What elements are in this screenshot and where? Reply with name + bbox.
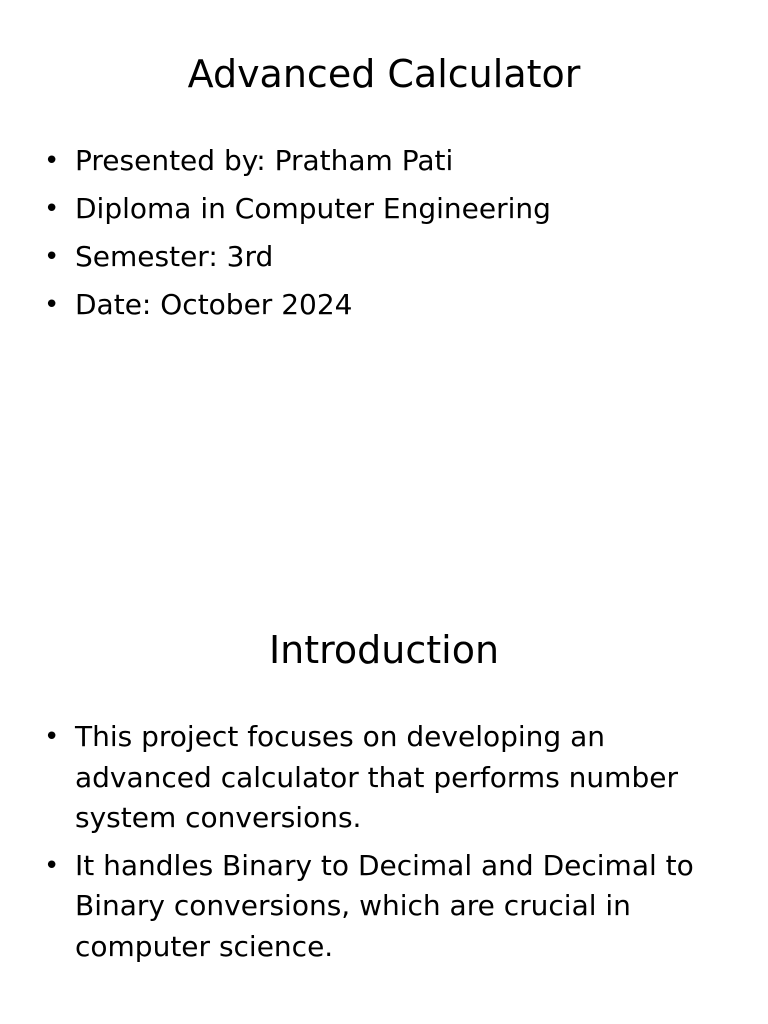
bullet-text: Date: October 2024 xyxy=(75,288,353,321)
list-item xyxy=(44,285,704,325)
list-item xyxy=(44,141,704,181)
bullet-icon: • xyxy=(44,242,60,272)
bullet-text: Diploma in Computer Engineering xyxy=(75,192,551,225)
bullet-text: Semester: 3rd xyxy=(75,240,274,273)
bullet-list xyxy=(44,717,704,974)
bullet-text: It handles Binary to Decimal and Decimal to Binary conversions, which are crucial in computer science. xyxy=(75,848,694,963)
slide-introduction xyxy=(0,512,768,1024)
bullet-icon: • xyxy=(44,850,60,881)
bullet-icon: • xyxy=(44,722,60,752)
bullet-icon: • xyxy=(44,146,60,176)
list-item xyxy=(44,237,704,277)
bullet-list xyxy=(44,141,704,333)
bullet-text: This project focuses on developing an advanced calculator that performs number system conversions. xyxy=(75,720,678,834)
slide-title: Introduction xyxy=(268,628,500,672)
list-item xyxy=(44,846,704,968)
slide-title: Advanced Calculator xyxy=(187,52,581,96)
bullet-text: Presented by: Pratham Pati xyxy=(75,144,454,177)
bullet-icon: • xyxy=(44,290,60,320)
bullet-icon: • xyxy=(44,194,60,224)
list-item xyxy=(44,189,704,229)
list-item xyxy=(44,717,704,839)
